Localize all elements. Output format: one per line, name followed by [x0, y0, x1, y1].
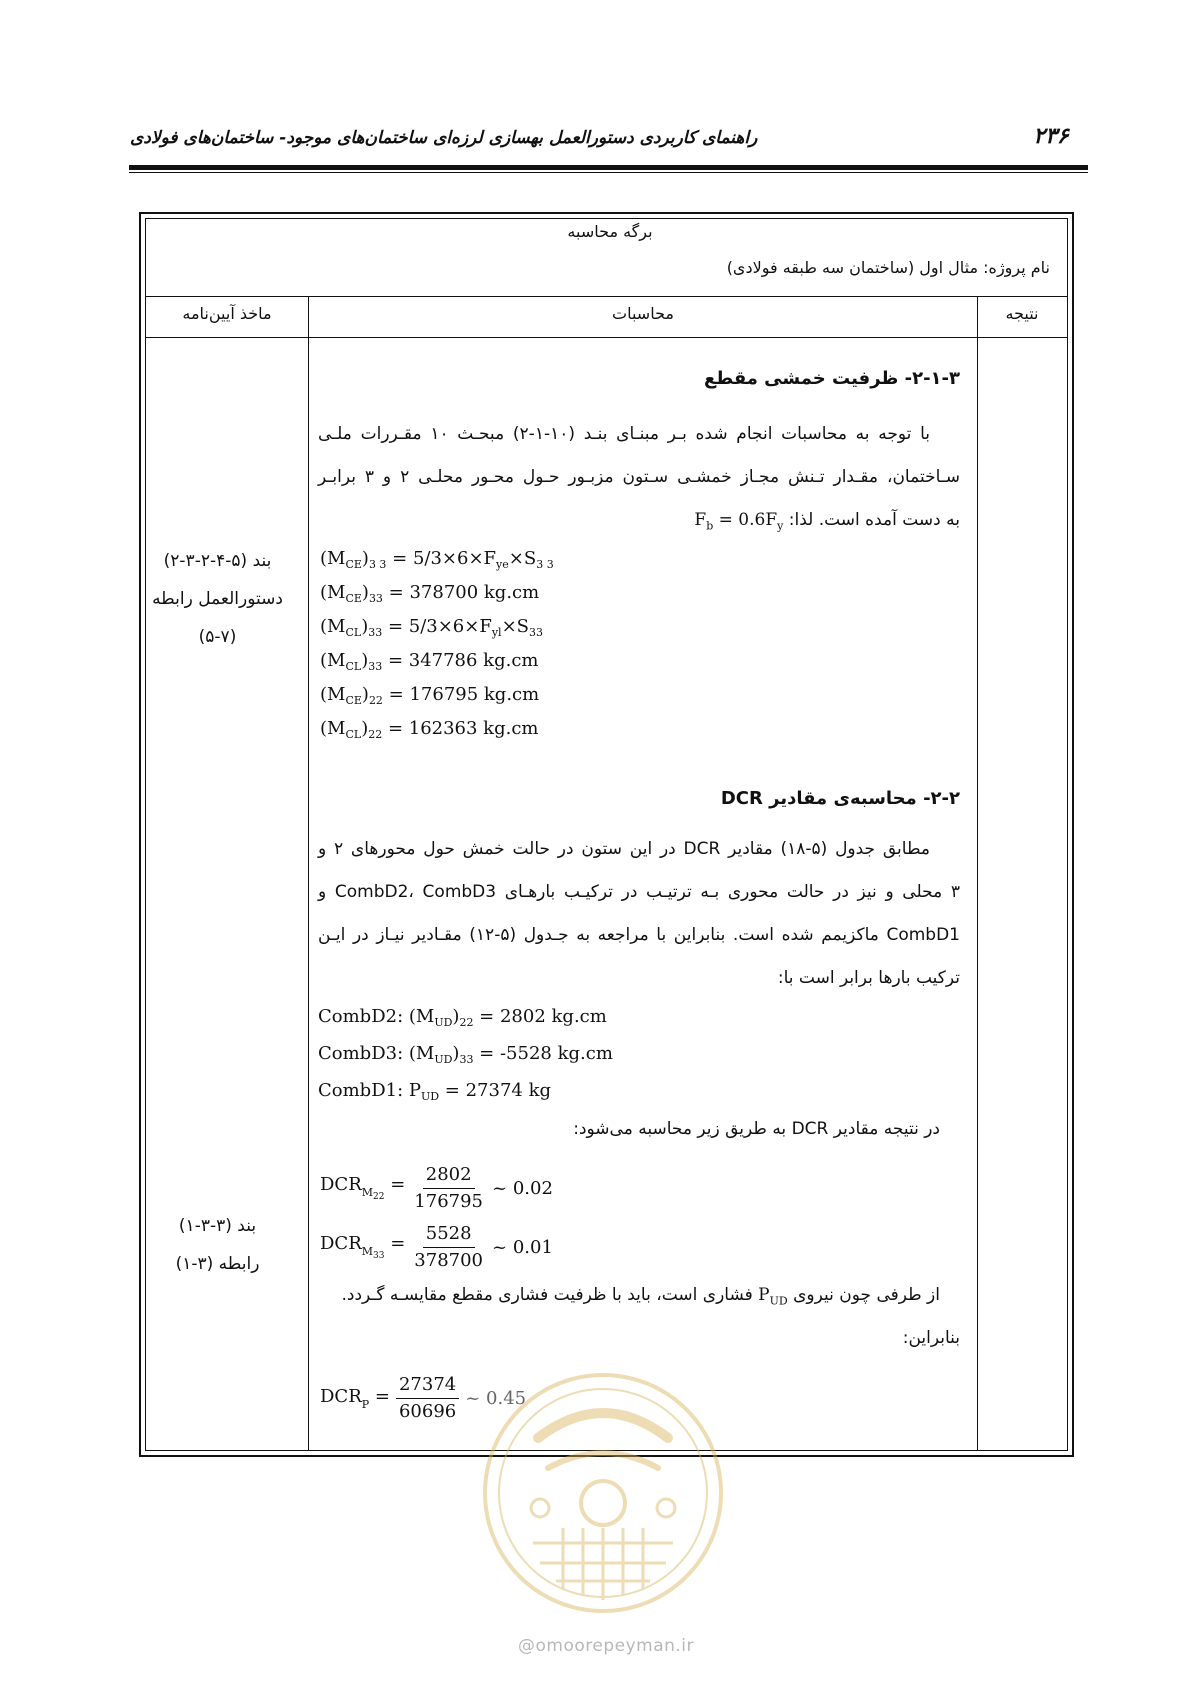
- pud-symbol: $P_{UD}$: [758, 1285, 788, 1308]
- divider-calc-source: [308, 297, 309, 1450]
- fraction-denominator: 60696: [398, 1400, 457, 1422]
- paragraph-flexural-capacity: [318, 413, 960, 542]
- fraction-numerator: 2802: [423, 1164, 475, 1189]
- header-rule-thick: [129, 165, 1088, 170]
- watermark-url: @omoorepeyman.ir: [517, 1636, 695, 1656]
- paragraph-line: CombD1 ماکزیمم شده است. بنابراین با مراجعه به جـدول (۵-۱۲) مقـادیر نیـاز در ایـن: [318, 925, 960, 945]
- paragraph-line: ترکیب بارها برابر است با:: [777, 968, 960, 988]
- column-header-result: نتیجه: [1005, 304, 1039, 323]
- therefore-text: بنابراین:: [902, 1328, 960, 1348]
- combo-combd1: CombD1: $P_{UD} = 27374$ kg: [318, 1080, 552, 1103]
- source-reference-line: دستورالعمل رابطه: [152, 589, 283, 609]
- equation-mce22-value: $(M_{CE})_{22} = 176795$ kg.cm: [320, 684, 540, 707]
- fraction-numerator: 5528: [423, 1223, 475, 1248]
- column-header-source: ماخذ آیین‌نامه: [182, 304, 272, 323]
- section-heading-flexural-capacity: ۲-۱-۳- ظرفیت خمشی مقطع: [703, 368, 960, 389]
- divider-result-calc: [977, 297, 978, 1450]
- source-reference-dcr: [150, 1207, 285, 1283]
- fraction-denominator: 176795: [414, 1190, 484, 1212]
- column-header-separator: [146, 337, 1067, 338]
- source-reference-line: رابطه (۳-۱): [175, 1254, 260, 1274]
- paragraph-line: سـاختمان، مقـدار تـنش مجـاز خمشـی سـتون مزبـور حـول محـور محلـی ۲ و ۳ برابـر: [318, 467, 960, 487]
- paragraph-line: با توجه به محاسبات انجام شده بـر مبنـای بنـد (۱۰-۱-۲) مبحـث ۱۰ مقـررات ملـی: [318, 424, 931, 444]
- paragraph-dcr: [318, 828, 960, 1000]
- equation-mcl33-value: $(M_{CL})_{33} = 347786$ kg.cm: [320, 650, 539, 673]
- equation-mce33-value: $(M_{CE})_{33} = 378700$ kg.cm: [320, 582, 540, 605]
- dcr-m22-equation: $DCR_{M_{22}}$ = $\frac{2802}{176795}$ ~ 0.02: [320, 1163, 553, 1212]
- dcr-p-equation: $DCR_P$ = $\frac{27374}{60696}$ ~ 0.45: [320, 1373, 527, 1422]
- equation-mcl33-formula: $(M_{CL})_{33} = 5/3\times 6\times F_{yl}\times S_{33}$: [320, 616, 543, 639]
- watermark-logo-icon: [478, 1368, 728, 1618]
- compression-sentence: از طرفی چون نیروی $P_{UD}$ فشاری است، باید با ظرفیت فشاری مقطع مقایسـه گـردد.: [341, 1285, 940, 1308]
- header-rule-thin: [129, 172, 1088, 173]
- source-reference-line: بند (۵-۴-۲-۳-۲): [163, 551, 272, 571]
- equation-mce33-formula: $(M_{CE})_{3 3} = 5/3\times 6\times F_{ye}\times S_{3 3}$: [320, 548, 554, 571]
- dcr-intro-text: در نتیجه مقادیر DCR به طریق زیر محاسبه می‌شود:: [573, 1119, 940, 1139]
- running-title: راهنمای کاربردی دستورالعمل بهسازی لرزه‌ای ساختمان‌های موجود- ساختمان‌های فولادی: [130, 128, 758, 148]
- paragraph-line: ۳ محلی و نیز در حالت محوری بـه ترتیـب در ترکیـب بارهـای CombD2، CombD3 و: [318, 882, 960, 902]
- sheet-title: برگه محاسبه: [567, 222, 653, 241]
- section-heading-dcr: ۲-۲- محاسبه‌ی مقادیر DCR: [720, 788, 960, 809]
- source-reference-line: (۵-۷): [198, 627, 237, 647]
- fb-equation: $F_b = 0.6F_y$: [694, 510, 784, 533]
- source-reference-line: بند (۳-۳-۱): [178, 1216, 257, 1236]
- combo-combd2: CombD2: $(M_{UD})_{22} = 2802$ kg.cm: [318, 1006, 607, 1029]
- paragraph-line-text: به دست آمده است. لذا:: [788, 510, 960, 530]
- equation-mcl22-value: $(M_{CL})_{22} = 162363$ kg.cm: [320, 718, 539, 741]
- project-name: نام پروژه: مثال اول (ساختمان سه طبقه فولادی): [726, 258, 1050, 277]
- page-number: ۲۳۶: [1033, 124, 1069, 149]
- combo-combd3: CombD3: $(M_{UD})_{33} = -5528$ kg.cm: [318, 1043, 613, 1066]
- paragraph-line: مطابق جدول (۵-۱۸) مقادیر DCR در این ستون در حالت خمش حول محورهای ۲ و: [318, 839, 930, 859]
- column-header-calculations: محاسبات: [612, 304, 674, 323]
- header-separator: [146, 296, 1067, 297]
- fraction-numerator: 27374: [396, 1374, 459, 1399]
- paragraph-line: [318, 499, 960, 542]
- dcr-m33-equation: $DCR_{M_{33}}$ = $\frac{5528}{378700}$ ~ 0.01: [320, 1222, 553, 1271]
- fraction-denominator: 378700: [414, 1249, 484, 1271]
- source-reference-flexure: [150, 542, 285, 656]
